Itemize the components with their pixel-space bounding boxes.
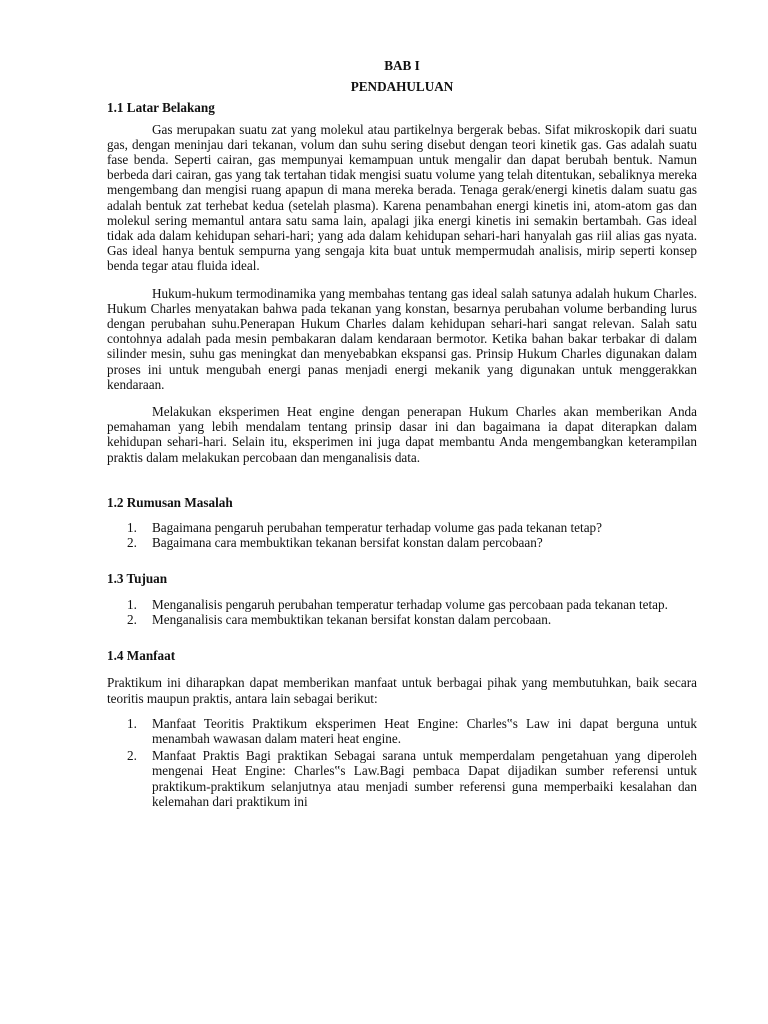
paragraph-manfaat-intro: Praktikum ini diharapkan dapat memberikan manfaat untuk berbagai pihak yang membutuhkan, baik secara teoritis maupun praktis, antara lain sebagai berikut:	[107, 675, 697, 706]
document-page	[107, 58, 697, 809]
list-item-text: Manfaat Praktis Bagi praktikan Sebagai sarana untuk memperdalam pengetahuan yang diperoleh mengenai Heat Engine: Charles‟s Law.Bagi pembaca Dapat dijadikan sumber referensi untuk praktikum-praktikum selanjutnya atau menjadi sumber referensi guna memperbaiki kesalahan dan kelemahan dari praktikum ini	[152, 748, 697, 809]
list-item-number: 1.	[127, 715, 137, 731]
list-item	[107, 612, 697, 627]
list-item-number: 1.	[127, 520, 137, 536]
chapter-title: PENDAHULUAN	[350, 79, 454, 95]
chapter-number: BAB I	[384, 58, 420, 73]
paragraph-1: Gas merupakan suatu zat yang molekul atau partikelnya bergerak bebas. Sifat mikroskopik dari suatu gas, dengan meninjau dari tekanan, volum dan suhu sering disebut dengan teori kinetik gas. Gas adalah suatu fase benda. Seperti cairan, gas mempunyai kemampuan untuk mengalir dan dapat berubah bentuk. Namun berbeda dari cairan, gas yang tak tertahan tidak mengisi suatu volume yang telah ditentukan, sebaliknya mereka mengembang dan mengisi ruang apapun di mana mereka berada. Tenaga gerak/energi kinetis dalam suatu gas adalah bentuk zat terhebat kedua (setelah plasma). Karena penambahan energi kinetis ini, atom-atom gas dan molekul sering memantul antara satu sama lain, apalagi jika energi kinetis ini semakin bertambah. Gas ideal tidak ada dalam kehidupan sehari-hari; yang ada dalam kehidupan sehari-hari hanyalah gas riil alias gas nyata. Gas ideal hanya bentuk sempurna yang sengaja kita buat untuk mempermudah analisis, mirip seperti konsep benda tegar atau fluida ideal.	[107, 121, 697, 274]
list-item-number: 2.	[127, 611, 137, 627]
list-rumusan-masalah	[107, 520, 697, 550]
list-item-number: 1.	[127, 596, 137, 612]
list-item-text: Manfaat Teoritis Praktikum eksperimen Heat Engine: Charles‟s Law ini dapat berguna untuk menambah wawasan dalam materi heat engine.	[152, 715, 697, 746]
paragraph-3: Melakukan eksperimen Heat engine dengan penerapan Hukum Charles akan memberikan Anda pemahaman yang lebih mendalam tentang prinsip dasar ini dan bagaimana ia dapat diterapkan dalam kehidupan sehari-hari. Selain itu, eksperimen ini juga dapat membantu Anda mengembangkan keterampilan praktis dalam melakukan percobaan dan menganalisis data.	[107, 404, 697, 465]
list-item	[107, 716, 697, 746]
list-item	[107, 535, 697, 550]
list-manfaat	[107, 716, 697, 809]
list-tujuan	[107, 597, 697, 627]
heading-rumusan-masalah: 1.2 Rumusan Masalah	[107, 494, 233, 510]
list-item	[107, 748, 697, 809]
heading-tujuan: 1.3 Tujuan	[107, 571, 168, 587]
paragraph-2: Hukum-hukum termodinamika yang membahas tentang gas ideal salah satunya adalah hukum Charles. Hukum Charles menyatakan bahwa pada tekanan yang konstan, besarnya perubahan volume berbanding lurus dengan perubahan suhu.Penerapan Hukum Charles dalam kehidupan sehari-hari sangat relevan. Salah satu contohnya adalah pada mesin pembakaran dalam kendaraan bermotor. Ketika bahan bakar terbakar di dalam silinder mesin, suhu gas meningkat dan menyebabkan ekspansi gas. Prinsip Hukum Charles digunakan dalam proses ini untuk mengubah energi panas menjadi energi mekanik yang digunakan untuk menggerakkan kendaraan.	[107, 285, 697, 392]
list-item-text: Bagaimana pengaruh perubahan temperatur terhadap volume gas pada tekanan tetap?	[152, 520, 603, 536]
heading-latar-belakang: 1.1 Latar Belakang	[107, 100, 215, 116]
list-item	[107, 597, 697, 612]
heading-manfaat: 1.4 Manfaat	[107, 648, 176, 664]
list-item-text: Bagaimana cara membuktikan tekanan bersifat konstan dalam percobaan?	[152, 535, 543, 551]
list-item-number: 2.	[127, 748, 137, 764]
list-item-number: 2.	[127, 535, 137, 551]
list-item-text: Menganalisis cara membuktikan tekanan bersifat konstan dalam percobaan.	[152, 611, 552, 627]
list-item	[107, 520, 697, 535]
list-item-text: Menganalisis pengaruh perubahan temperatur terhadap volume gas percobaan pada tekanan tetap.	[152, 596, 668, 612]
